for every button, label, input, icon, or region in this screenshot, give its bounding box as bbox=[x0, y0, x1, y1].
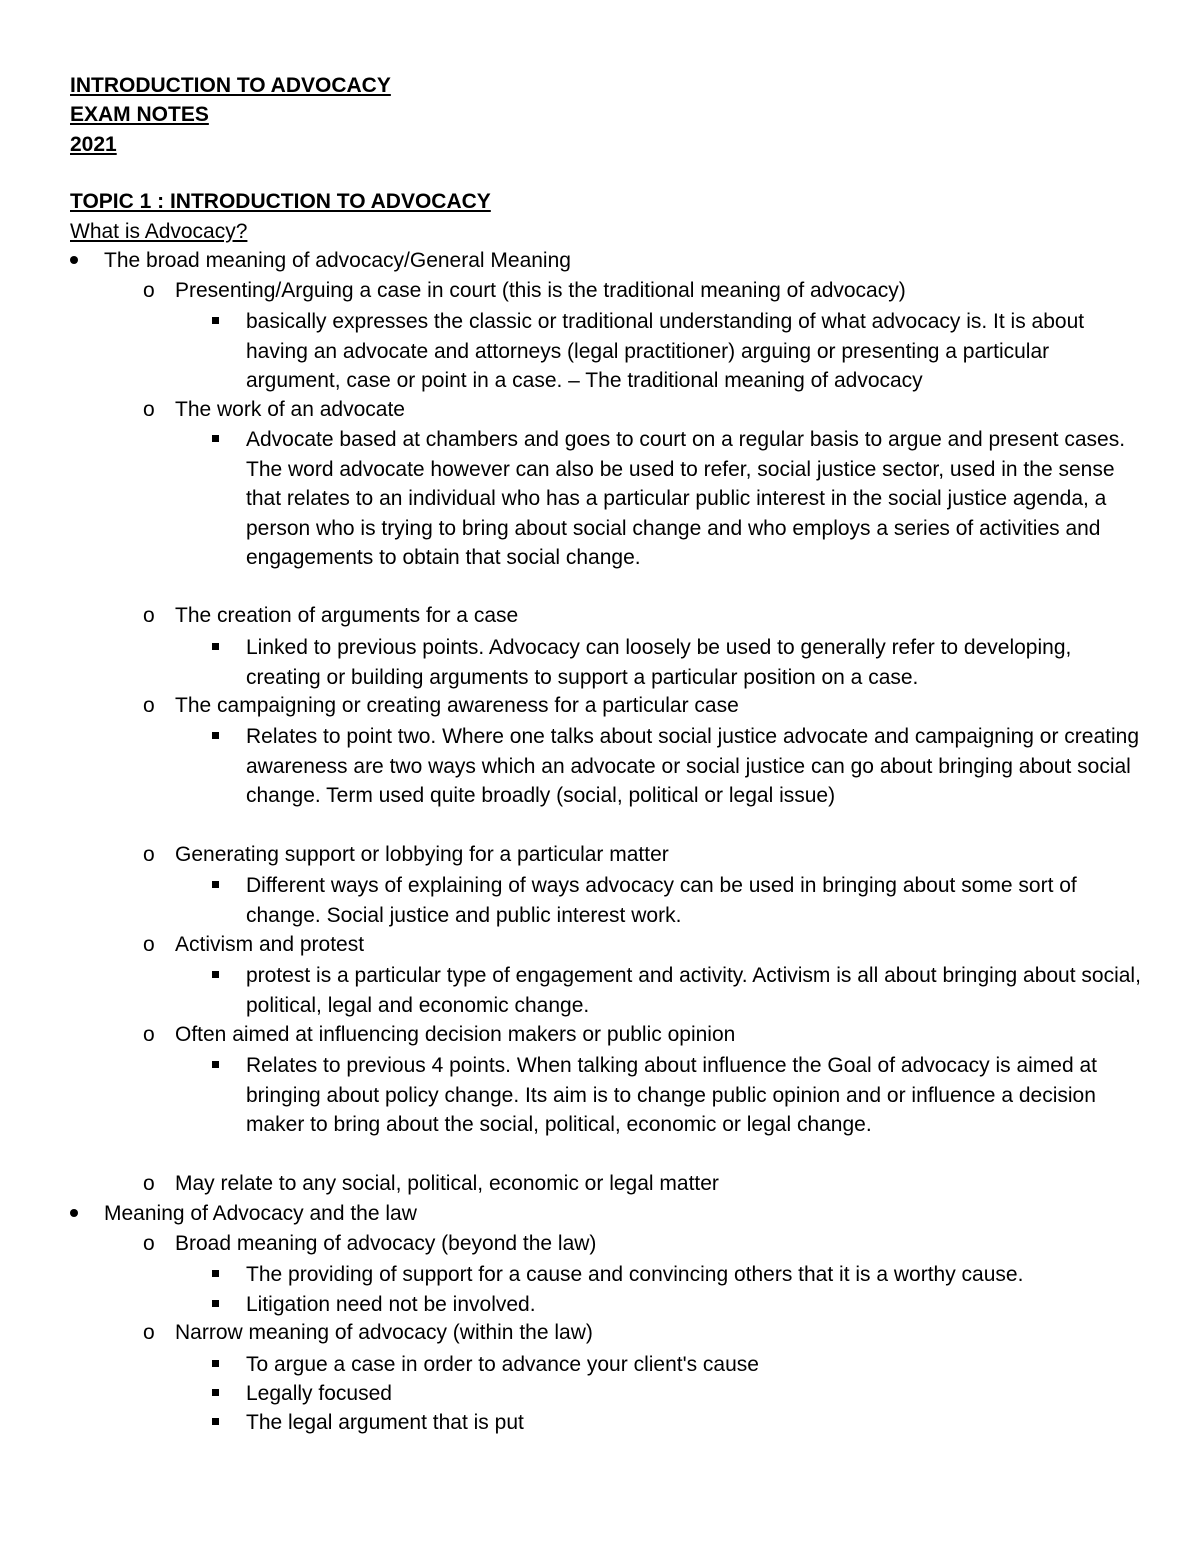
bullet-circle-icon: o bbox=[143, 604, 155, 627]
bullet-square-icon bbox=[212, 1290, 219, 1320]
list-item: Litigation need not be involved. bbox=[246, 1293, 536, 1316]
bullet-circle-icon: o bbox=[143, 1172, 155, 1195]
list-item: Relates to point two. Where one talks about social justice advocate and campaigning or creating awareness are two ways which an advocate or social justice can go about bringing about social change. Term used quite broadly (social, political or legal issue) bbox=[246, 725, 1140, 807]
doc-subtitle: EXAM NOTES bbox=[70, 103, 209, 126]
list-item: Linked to previous points. Advocacy can loosely be used to generally refer to developing, creating or building arguments to support a particular position on a case. bbox=[246, 636, 1072, 689]
bullet-circle-icon: o bbox=[143, 1232, 155, 1255]
bullet-square-icon bbox=[212, 871, 219, 901]
list-item: Activism and protest bbox=[175, 933, 365, 956]
bullet-square-icon bbox=[212, 307, 219, 337]
list-item: Different ways of explaining of ways advocacy can be used in bringing about some sort of change. Social justice and public interest work. bbox=[246, 874, 1077, 927]
list-item: protest is a particular type of engagement and activity. Activism is all about bringing about social, political, legal and economic change. bbox=[246, 964, 1141, 1017]
section-subheading: What is Advocacy? bbox=[70, 220, 248, 243]
bullet-circle-icon: o bbox=[143, 398, 155, 421]
list-item: The campaigning or creating awareness for a particular case bbox=[175, 694, 739, 717]
list-item: Relates to previous 4 points. When talking about influence the Goal of advocacy is aimed at bringing about policy change. Its aim is to change public opinion and or influence a decision maker to bring about the social, political, economic or legal change. bbox=[246, 1054, 1097, 1136]
list-item: Generating support or lobbying for a particular matter bbox=[175, 843, 669, 866]
bullet-circle-icon: o bbox=[143, 1321, 155, 1344]
bullet-circle-icon: o bbox=[143, 933, 155, 956]
bullet-circle-icon: o bbox=[143, 843, 155, 866]
list-item: Often aimed at influencing decision makers or public opinion bbox=[175, 1023, 736, 1046]
topic-heading: TOPIC 1 : INTRODUCTION TO ADVOCACY bbox=[70, 190, 491, 213]
bullet-square-icon bbox=[212, 1408, 219, 1438]
list-item: Narrow meaning of advocacy (within the law) bbox=[175, 1321, 593, 1344]
list-item: basically expresses the classic or traditional understanding of what advocacy is. It is about having an advocate and attorneys (legal practitioner) arguing or presenting a particular argument, case or point in a case. – The traditional meaning of advocacy bbox=[246, 310, 1085, 392]
bullet-square-icon bbox=[212, 961, 219, 991]
doc-year: 2021 bbox=[70, 133, 117, 156]
bullet-square-icon bbox=[212, 722, 219, 752]
bullet-dot-icon bbox=[70, 246, 78, 276]
bullet-circle-icon: o bbox=[143, 279, 155, 302]
bullet-square-icon bbox=[212, 1260, 219, 1290]
bullet-square-icon bbox=[212, 425, 219, 455]
bullet-square-icon bbox=[212, 1051, 219, 1081]
list-item: Meaning of Advocacy and the law bbox=[104, 1202, 417, 1225]
bullet-square-icon bbox=[212, 1379, 219, 1409]
bullet-dot-icon bbox=[70, 1199, 78, 1229]
list-item: To argue a case in order to advance your client's cause bbox=[246, 1353, 759, 1376]
list-item: Broad meaning of advocacy (beyond the law) bbox=[175, 1232, 597, 1255]
list-item: Presenting/Arguing a case in court (this is the traditional meaning of advocacy) bbox=[175, 279, 906, 302]
list-item: Legally focused bbox=[246, 1382, 392, 1405]
list-item: The legal argument that is put bbox=[246, 1411, 524, 1434]
list-item: The broad meaning of advocacy/General Meaning bbox=[104, 249, 571, 272]
bullet-square-icon bbox=[212, 1350, 219, 1380]
bullet-square-icon bbox=[212, 633, 219, 663]
bullet-circle-icon: o bbox=[143, 1023, 155, 1046]
list-item: May relate to any social, political, economic or legal matter bbox=[175, 1172, 719, 1195]
list-item: The work of an advocate bbox=[175, 398, 405, 421]
list-item: Advocate based at chambers and goes to court on a regular basis to argue and present cases. The word advocate however can also be used to refer, social justice sector, used in the sense that relates to an individual who has a particular public interest in the social justice agenda, a person who is trying to bring about social change and who employs a series of activities and engagements to obtain that social change. bbox=[246, 428, 1126, 569]
doc-title: INTRODUCTION TO ADVOCACY bbox=[70, 74, 391, 97]
bullet-circle-icon: o bbox=[143, 694, 155, 717]
list-item: The providing of support for a cause and convincing others that it is a worthy cause. bbox=[246, 1263, 1024, 1286]
list-item: The creation of arguments for a case bbox=[175, 604, 519, 627]
